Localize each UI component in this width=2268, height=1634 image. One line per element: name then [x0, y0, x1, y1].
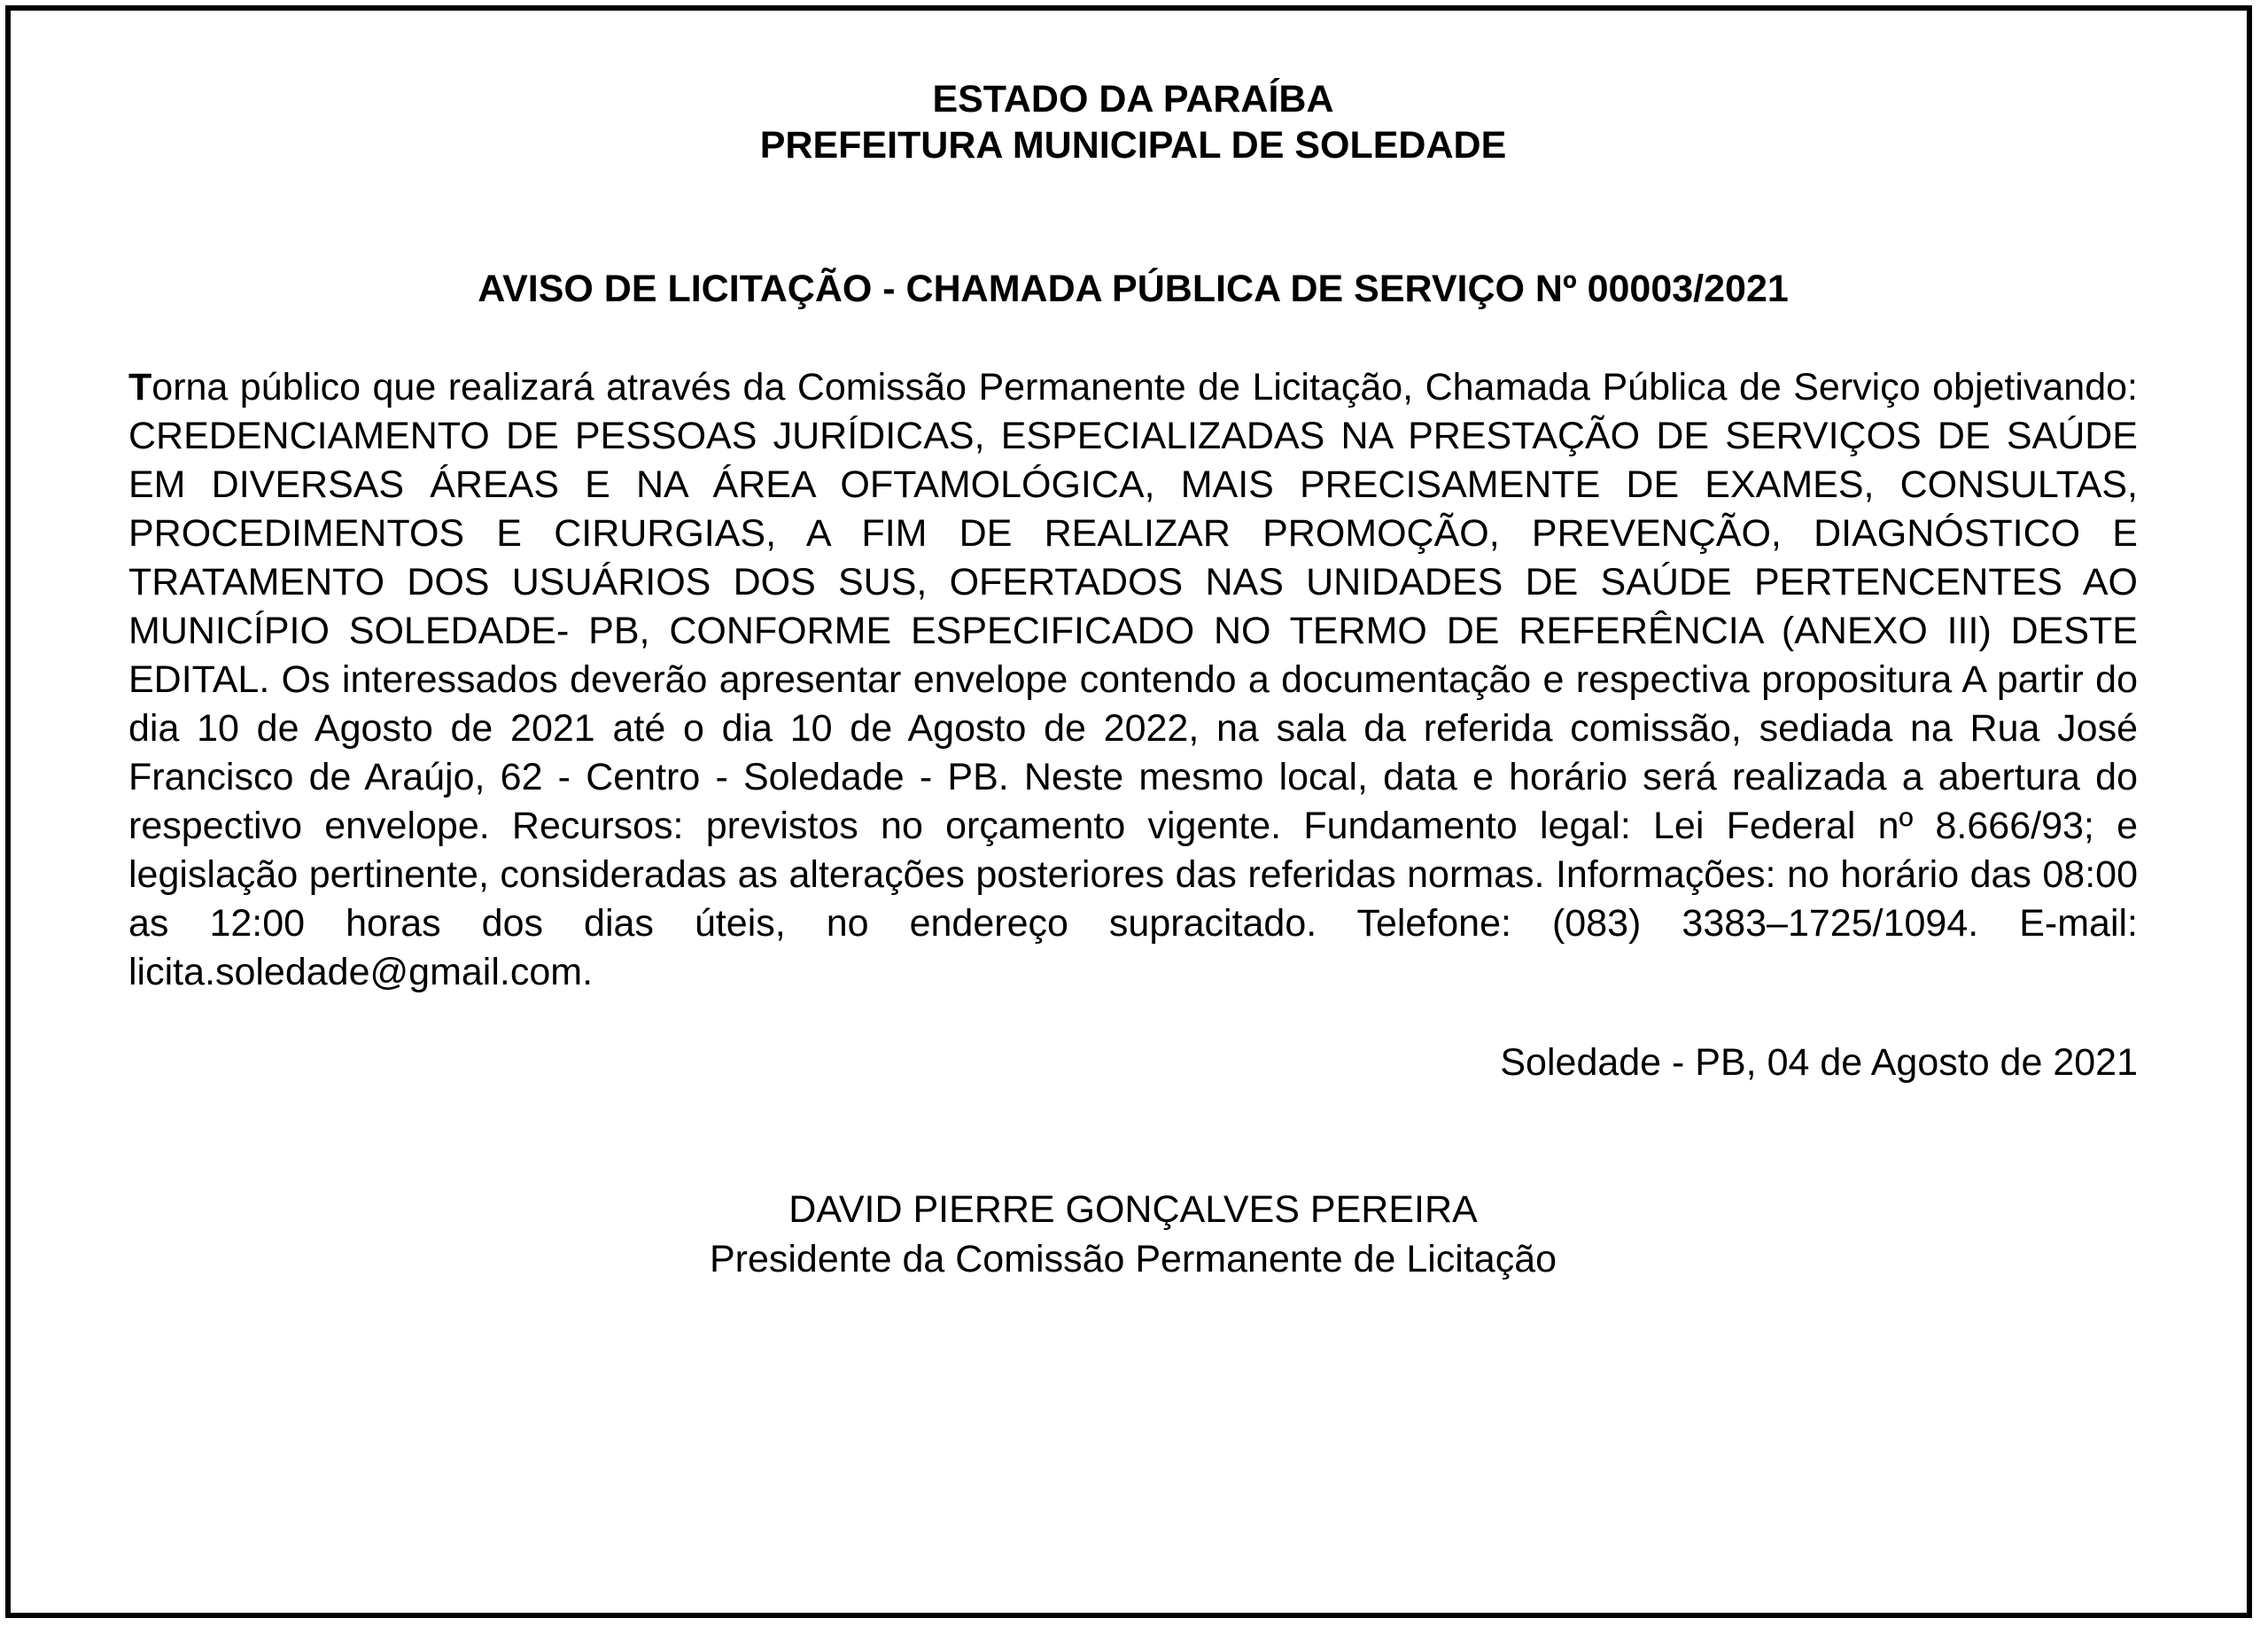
signatory-name: DAVID PIERRE GONÇALVES PEREIRA	[788, 1188, 1478, 1231]
date-line: Soledade - PB, 04 de Agosto de 2021	[1500, 1041, 2138, 1084]
signatory-role: Presidente da Comissão Permanente de Licitação	[709, 1238, 1557, 1280]
notice-body	[128, 363, 2138, 997]
header-municipality: PREFEITURA MUNICIPAL DE SOLEDADE	[759, 124, 1507, 167]
header-state: ESTADO DA PARAÍBA	[932, 78, 1334, 121]
body-first-letter: T	[128, 366, 152, 408]
notice-title: AVISO DE LICITAÇÃO - CHAMADA PÚBLICA DE SERVIÇO Nº 00003/2021	[478, 268, 1789, 310]
signature-block	[128, 1185, 2138, 1284]
body-text: orna público que realizará através da Comissão Permanente de Licitação, Chamada Pública de Serviço objetivando: CREDENCIAMENTO DE PESSOAS JURÍDICAS, ESPECIALIZADAS NA PRESTAÇÃO DE SERVIÇOS DE SAÚDE EM DIVERSAS ÁREAS E NA ÁREA OFTAMOLÓGICA, MAIS PRECISAMENTE DE EXAMES, CONSULTAS, PROCEDIMENTOS E CIRURGIAS, A FIM DE REALIZAR PROMOÇÃO, PREVENÇÃO, DIAGNÓSTICO E TRATAMENTO DOS USUÁRIOS DOS SUS, OFERTADOS NAS UNIDADES DE SAÚDE PERTENCENTES AO MUNICÍPIO SOLEDADE- PB, CONFORME ESPECIFICADO NO TERMO DE REFERÊNCIA (ANEXO III) DESTE EDITAL. Os interessados deverão apresentar envelope contendo a documentação e respectiva propositura A partir do dia 10 de Agosto de 2021 até o dia 10 de Agosto de 2022, na sala da referida comissão, sediada na Rua José Francisco de Araújo, 62 - Centro - Soledade - PB. Neste mesmo local, data e horário será realizada a abertura do respectivo envelope. Recursos: previstos no orçamento vigente. Fundamento legal: Lei Federal nº 8.666/93; e legislação pertinente, consideradas as alterações posteriores das referidas normas. Informações: no horário das 08:00 as 12:00 horas dos dias úteis, no endereço supracitado. Telefone: (083) 3383–1725/1094. E-mail: licita.soledade@gmail.com.	[128, 366, 2138, 993]
notice-document	[128, 76, 2138, 1284]
